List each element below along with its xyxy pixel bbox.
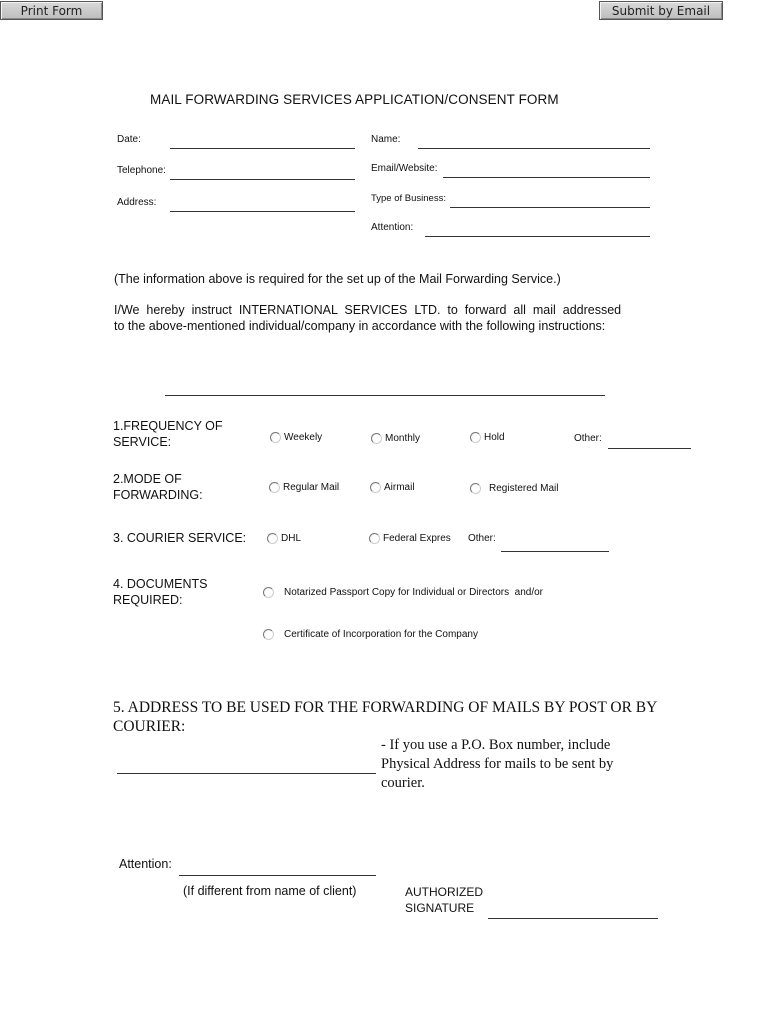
passport-copy-option[interactable] <box>263 587 543 598</box>
monthly-option[interactable] <box>371 433 420 444</box>
weekly-option[interactable] <box>270 432 322 443</box>
section-2-title-line1: 2.MODE OF <box>113 472 182 486</box>
footer-attention-field[interactable] <box>179 875 376 876</box>
section-1-title-line2: SERVICE: <box>113 435 172 449</box>
certificate-label: Certificate of Incorporation for the Company <box>284 629 478 640</box>
section-5-title-line1: 5. ADDRESS TO BE USED FOR THE FORWARDING OF MAILS BY POST OR BY <box>113 699 658 716</box>
airmail-option[interactable] <box>370 482 415 493</box>
signature-field[interactable] <box>488 918 658 919</box>
hold-option[interactable] <box>470 432 505 443</box>
radio-icon[interactable] <box>369 533 380 544</box>
section-4-title-line2: REQUIRED: <box>113 593 183 607</box>
section-3-title: 3. COURIER SERVICE: <box>113 531 247 545</box>
instruction-line-2: to the above-mentioned individual/company in accordance with the following instructions: <box>114 319 606 333</box>
po-box-note-line3: courier. <box>381 775 425 791</box>
monthly-label: Monthly <box>385 433 421 444</box>
instruction-field[interactable] <box>165 395 605 396</box>
date-field[interactable] <box>170 148 355 149</box>
attention-field[interactable] <box>425 236 650 237</box>
email-field[interactable] <box>443 177 650 178</box>
radio-icon[interactable] <box>263 629 274 640</box>
section-4-title-line1: 4. DOCUMENTS <box>113 577 208 591</box>
radio-icon[interactable] <box>370 482 381 493</box>
instruction-line-1: I/We hereby instruct INTERNATIONAL SERVICES LTD. to forward all mail addressed <box>114 303 622 317</box>
federal-express-label: Federal Expres <box>383 533 451 544</box>
print-form-button[interactable]: Print Form <box>0 1 103 20</box>
regular-mail-option[interactable] <box>269 482 339 493</box>
footer-attention-label: Attention: <box>119 857 172 871</box>
po-box-note-line2: Physical Address for mails to be sent by <box>381 756 614 772</box>
radio-icon[interactable] <box>470 432 481 443</box>
radio-icon[interactable] <box>270 432 281 443</box>
address-label: Address: <box>117 197 157 208</box>
registered-mail-label: Registered Mail <box>489 483 559 494</box>
airmail-label: Airmail <box>384 482 415 493</box>
section-5-title-line2: COURIER: <box>113 718 186 735</box>
dhl-option[interactable] <box>267 533 301 544</box>
name-label: Name: <box>371 134 401 145</box>
date-label: Date: <box>117 134 141 145</box>
radio-icon[interactable] <box>269 482 280 493</box>
radio-icon[interactable] <box>470 483 481 494</box>
signature-label: SIGNATURE <box>405 901 475 915</box>
passport-copy-label: Notarized Passport Copy for Individual or Directors and/or <box>284 587 544 598</box>
radio-icon[interactable] <box>371 433 382 444</box>
certificate-option[interactable] <box>263 629 478 640</box>
regular-mail-label: Regular Mail <box>283 482 340 493</box>
if-different-note: (If different from name of client) <box>183 884 357 898</box>
registered-mail-option[interactable] <box>470 483 558 494</box>
form-title: MAIL FORWARDING SERVICES APPLICATION/CONSENT FORM <box>150 92 559 107</box>
info-note: (The information above is required for the set up of the Mail Forwarding Service.) <box>114 272 561 286</box>
radio-icon[interactable] <box>267 533 278 544</box>
business-label: Type of Business: <box>371 193 446 204</box>
federal-express-option[interactable] <box>369 533 451 544</box>
weekly-label: Weekely <box>284 432 323 443</box>
submit-by-email-button[interactable]: Submit by Email <box>599 1 723 20</box>
frequency-other-field[interactable] <box>608 448 691 449</box>
telephone-field[interactable] <box>170 179 355 180</box>
frequency-other-label: Other: <box>574 433 602 444</box>
telephone-label: Telephone: <box>117 165 166 176</box>
courier-other-label: Other: <box>468 533 496 544</box>
section-2-title-line2: FORWARDING: <box>113 488 203 502</box>
forwarding-address-field[interactable] <box>117 773 376 774</box>
business-field[interactable] <box>450 207 650 208</box>
name-field[interactable] <box>418 148 650 149</box>
dhl-label: DHL <box>281 533 302 544</box>
po-box-note-line1: - If you use a P.O. Box number, include <box>381 737 611 753</box>
courier-other-field[interactable] <box>501 551 609 552</box>
radio-icon[interactable] <box>263 587 274 598</box>
attention-label: Attention: <box>371 222 414 233</box>
address-field[interactable] <box>170 211 355 212</box>
hold-label: Hold <box>484 432 505 443</box>
authorized-label: AUTHORIZED <box>405 885 483 899</box>
email-label: Email/Website: <box>371 163 438 174</box>
section-1-title-line1: 1.FREQUENCY OF <box>113 419 223 433</box>
